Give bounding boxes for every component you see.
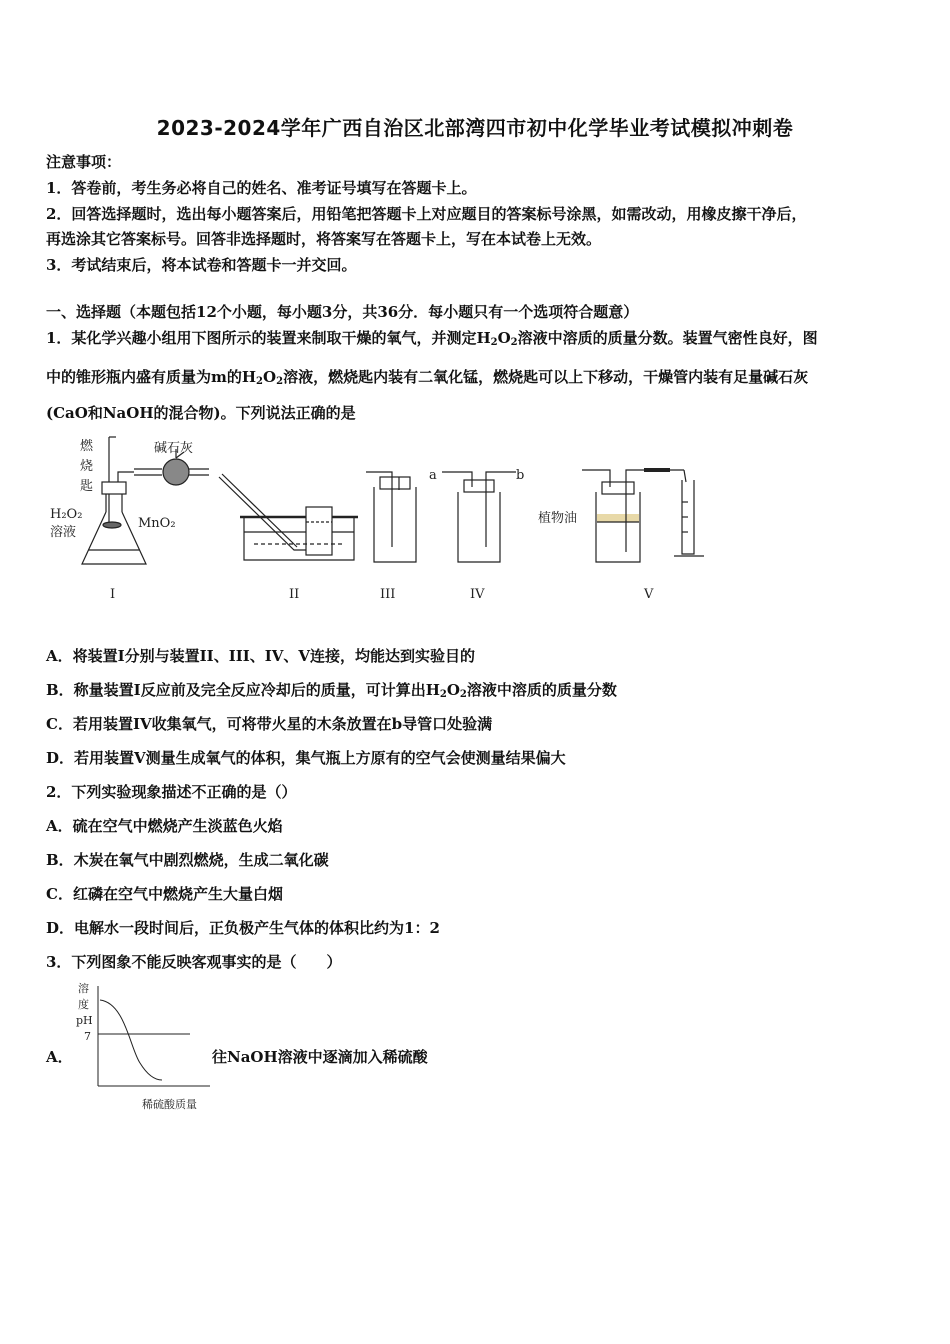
q1-option-d: D．若用装置V测量生成氧气的体积，集气瓶上方原有的空气会使测量结果偏大 xyxy=(46,749,566,767)
roman-3: III xyxy=(380,587,396,602)
q2-option-c: C．红磷在空气中燃烧产生大量白烟 xyxy=(46,885,283,903)
notice-item-3: 3．考试结束后，将本试卷和答题卡一并交回。 xyxy=(46,256,357,274)
section-heading: 一、选择题（本题包括12个小题，每小题3分，共36分．每小题只有一个选项符合题意） xyxy=(46,303,639,321)
apparatus-4 xyxy=(442,472,516,562)
q1-stem-line1 xyxy=(46,327,818,348)
q3-option-a-text: 往NaOH溶液中逐滴加入稀硫酸 xyxy=(212,1048,428,1066)
label-spoon-2: 烧 xyxy=(80,459,94,474)
apparatus-3 xyxy=(366,472,416,562)
q1-option-c: C．若用装置IV收集氧气，可将带火星的木条放置在b导管口处验满 xyxy=(46,715,493,733)
label-spoon-3: 匙 xyxy=(80,479,94,494)
q2-option-d: D．电解水一段时间后，正负极产生气体的体积比约为1：2 xyxy=(46,919,440,937)
q1-option-b-text: 溶液中溶质的质量分数 xyxy=(466,681,617,699)
label-a: a xyxy=(429,468,437,483)
q1-stem-line3: (CaO和NaOH的混合物)。下列说法正确的是 xyxy=(46,404,356,422)
subscript: 2 xyxy=(276,376,284,387)
roman-5: V xyxy=(644,587,654,602)
graph-ylabel-1: 溶 xyxy=(78,982,89,995)
q2-stem: 2．下列实验现象描述不正确的是（） xyxy=(46,783,297,801)
roman-2: II xyxy=(289,587,300,602)
ph-graph xyxy=(70,978,230,1118)
label-spoon-1: 燃 xyxy=(80,439,94,454)
q1-option-b xyxy=(46,679,617,700)
apparatus-figure xyxy=(44,432,724,607)
subscript: 2 xyxy=(439,689,447,700)
roman-4: IV xyxy=(470,587,485,602)
q1-stem-line2 xyxy=(46,366,808,387)
apparatus-5 xyxy=(582,470,704,562)
q1-text: O xyxy=(497,329,511,347)
graph-ylabel-3: pH xyxy=(76,1014,93,1027)
q1-text: 1．某化学兴趣小组用下图所示的装置来制取干燥的氧气，并测定H xyxy=(46,329,491,347)
graph-ylabel-2: 度 xyxy=(78,998,89,1011)
notice-heading: 注意事项： xyxy=(46,153,122,171)
graph-ytick-7: 7 xyxy=(84,1030,91,1043)
subscript: 2 xyxy=(490,337,498,348)
q1-option-b-text: B．称量装置I反应前及完全反应冷却后的质量，可计算出H xyxy=(46,681,440,699)
label-mno2: MnO₂ xyxy=(138,516,176,531)
q1-text: 中的锥形瓶内盛有质量为m的H xyxy=(46,368,257,386)
notice-item-2: 2．回答选择题时，选出每小题答案后，用铅笔把答题卡上对应题目的答案标号涂黑，如需改动，用橡皮擦干净后， xyxy=(46,205,807,223)
apparatus-2 xyxy=(219,474,358,560)
q2-option-a: A．硫在空气中燃烧产生淡蓝色火焰 xyxy=(46,817,283,835)
label-h2o2: H₂O₂ xyxy=(50,507,83,522)
label-solution: 溶液 xyxy=(50,525,77,540)
graph-xlabel: 稀硫酸质量 xyxy=(142,1098,197,1111)
notice-item-1: 1．答卷前，考生务必将自己的姓名、准考证号填写在答题卡上。 xyxy=(46,179,477,197)
q3-stem: 3．下列图象不能反映客观事实的是（ ） xyxy=(46,953,342,971)
subscript: 2 xyxy=(510,337,518,348)
q1-option-a: A．将装置I分别与装置II、III、IV、V连接，均能达到实验目的 xyxy=(46,647,476,665)
notice-item-2-cont: 再选涂其它答案标号。回答非选择题时，将答案写在答题卡上，写在本试卷上无效。 xyxy=(46,230,602,248)
q1-option-b-text: O xyxy=(446,681,460,699)
label-soda-lime: 碱石灰 xyxy=(154,441,194,456)
label-b: b xyxy=(516,468,525,483)
page-title: 2023-2024学年广西自治区北部湾四市初中化学毕业考试模拟冲刺卷 xyxy=(156,116,794,140)
label-oil: 植物油 xyxy=(538,511,578,526)
q1-text: O xyxy=(263,368,277,386)
q2-option-b: B．木炭在氧气中剧烈燃烧，生成二氧化碳 xyxy=(46,851,329,869)
q1-text: 溶液中溶质的质量分数。装置气密性良好，图 xyxy=(517,329,818,347)
subscript: 2 xyxy=(256,376,264,387)
q1-text: 溶液，燃烧匙内装有二氧化锰，燃烧匙可以上下移动，干燥管内装有足量碱石灰 xyxy=(283,368,809,386)
roman-1: I xyxy=(110,587,116,602)
subscript: 2 xyxy=(459,689,467,700)
apparatus-1 xyxy=(82,437,209,564)
q3-option-a-label: A． xyxy=(46,1048,73,1066)
